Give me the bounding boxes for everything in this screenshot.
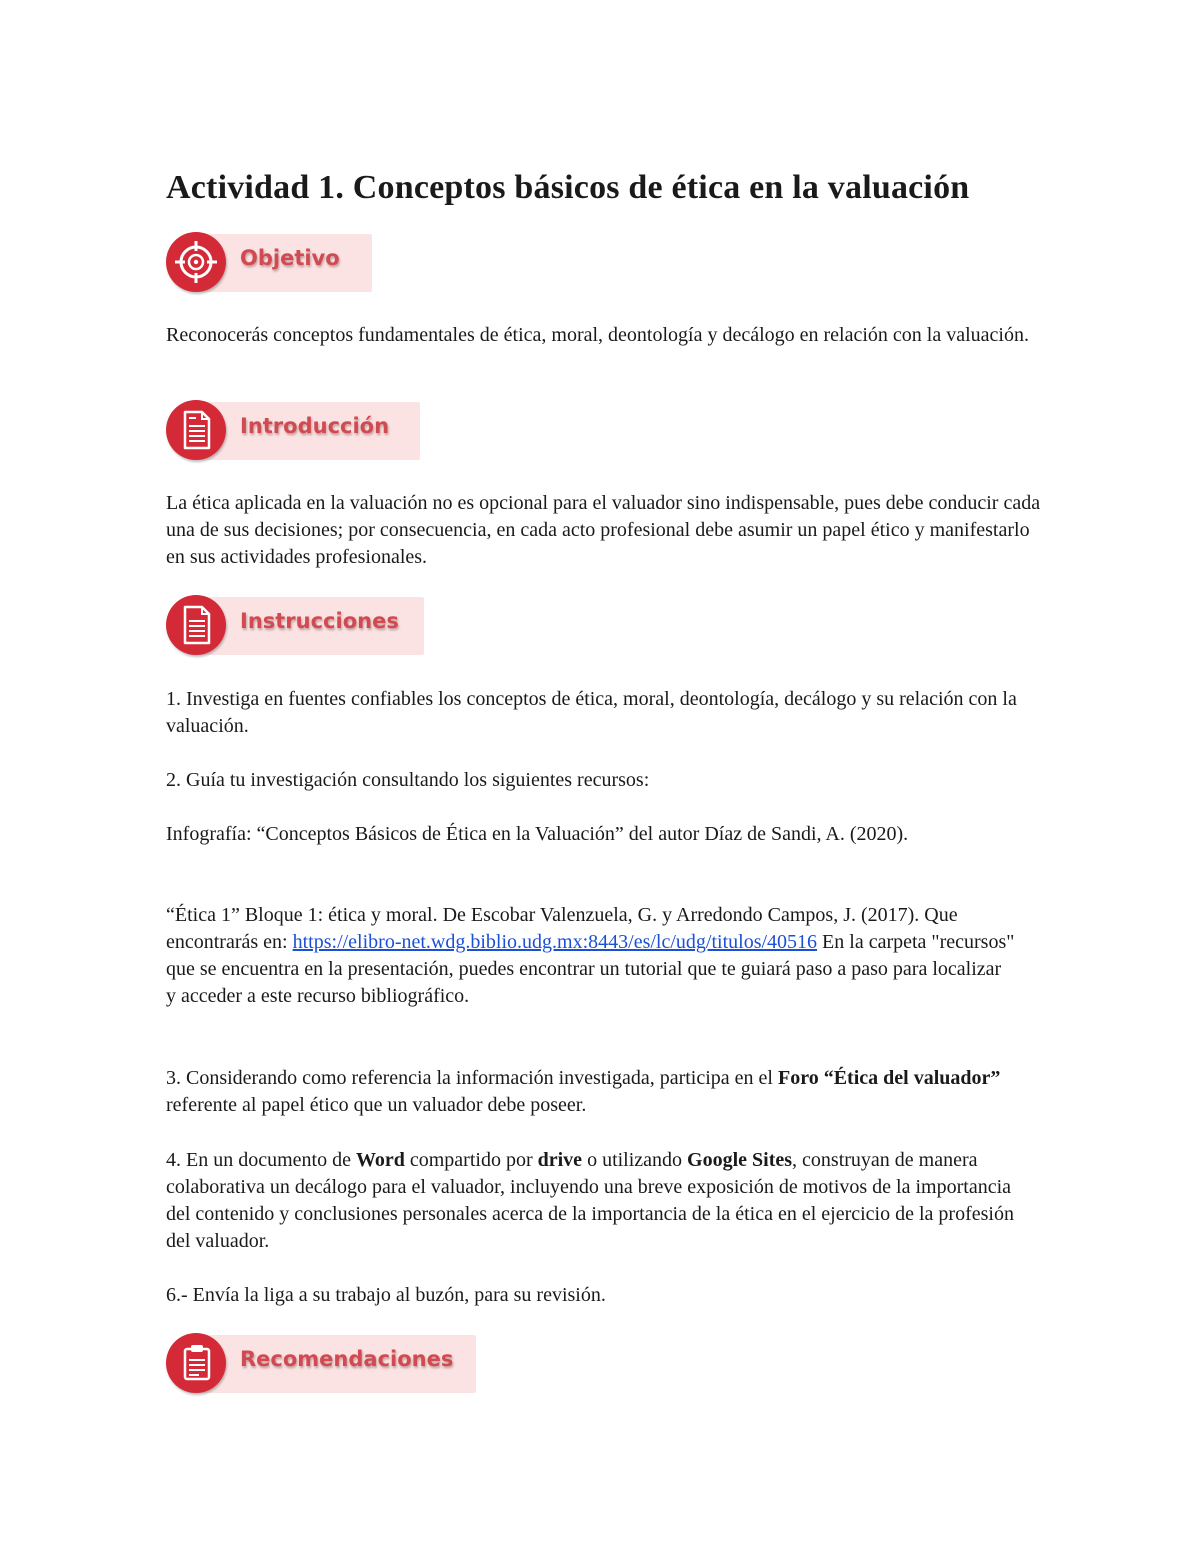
- instruction-item-4: [166, 1147, 1036, 1255]
- instruction-item-3: [166, 1065, 1046, 1119]
- section-label: Introducción: [240, 414, 390, 438]
- item-4-text-b: compartido por: [404, 1149, 538, 1171]
- resource-2: [166, 902, 1016, 1010]
- item-4-text-c: o utilizando: [582, 1149, 688, 1171]
- item-3-text: 3. Considerando como referencia la información investigada, participa en el: [166, 1067, 778, 1089]
- instruction-item-6: 6.- Envía la liga a su trabajo al buzón, para su revisión.: [166, 1284, 606, 1306]
- instruction-item-2: 2. Guía tu investigación consultando los siguientes recursos:: [166, 769, 650, 791]
- document-icon: [166, 595, 226, 655]
- page-title: Actividad 1. Conceptos básicos de ética en la valuación: [166, 169, 970, 206]
- item-4-text-d: , construyan de manera colaborativa un decálogo para el valuador, incluyendo una breve exposición de motivos de la importancia del contenido y conclusiones personales acerca de la importancia de la ética en el ejercicio de la profesión del valuador.: [166, 1149, 1014, 1252]
- resource-2-text: “Ética 1” Bloque 1: ética y moral. De Escobar Valenzuela, G. y Arredondo Campos, J. (2017). Que encontrarás en:: [166, 904, 958, 953]
- item-4-text-a: 4. En un documento de: [166, 1149, 356, 1171]
- drive-bold: drive: [537, 1149, 583, 1171]
- resource-2-note: En la carpeta "recursos" que se encuentra en la presentación, puedes encontrar un tutorial que te guiará paso a paso para localizar y acceder a este recurso bibliográfico.: [166, 931, 1015, 1007]
- clipboard-icon: [166, 1333, 226, 1393]
- section-label: Instrucciones: [240, 609, 399, 633]
- item-3-text-end: referente al papel ético que un valuador debe poseer.: [166, 1094, 587, 1116]
- instruction-item-1: 1. Investiga en fuentes confiables los conceptos de ética, moral, deontología, decálogo y su relación con la valuación.: [166, 688, 1017, 737]
- document-icon: [166, 400, 226, 460]
- elibro-link[interactable]: https://elibro-net.wdg.biblio.udg.mx:8443/es/lc/udg/titulos/40516: [292, 931, 818, 953]
- forum-name: Foro “Ética del valuador”: [777, 1067, 1001, 1089]
- resource-1: Infografía: “Conceptos Básicos de Ética en la Valuación” del autor Díaz de Sandi, A. (2020).: [166, 823, 909, 845]
- objetivo-paragraph: Reconocerás conceptos fundamentales de ética, moral, deontología y decálogo en relación con la valuación.: [166, 324, 1029, 346]
- google-sites-bold: Google Sites: [687, 1149, 793, 1171]
- section-label: Recomendaciones: [240, 1347, 454, 1371]
- section-label: Objetivo: [240, 246, 340, 270]
- introduccion-paragraph: La ética aplicada en la valuación no es opcional para el valuador sino indispensable, pues debe conducir cada una de sus decisiones; por consecuencia, en cada acto profesional debe asumir un papel ético y manifestarlo en sus actividades profesionales.: [166, 492, 1041, 568]
- target-icon: [166, 232, 226, 292]
- word-bold: Word: [355, 1149, 405, 1171]
